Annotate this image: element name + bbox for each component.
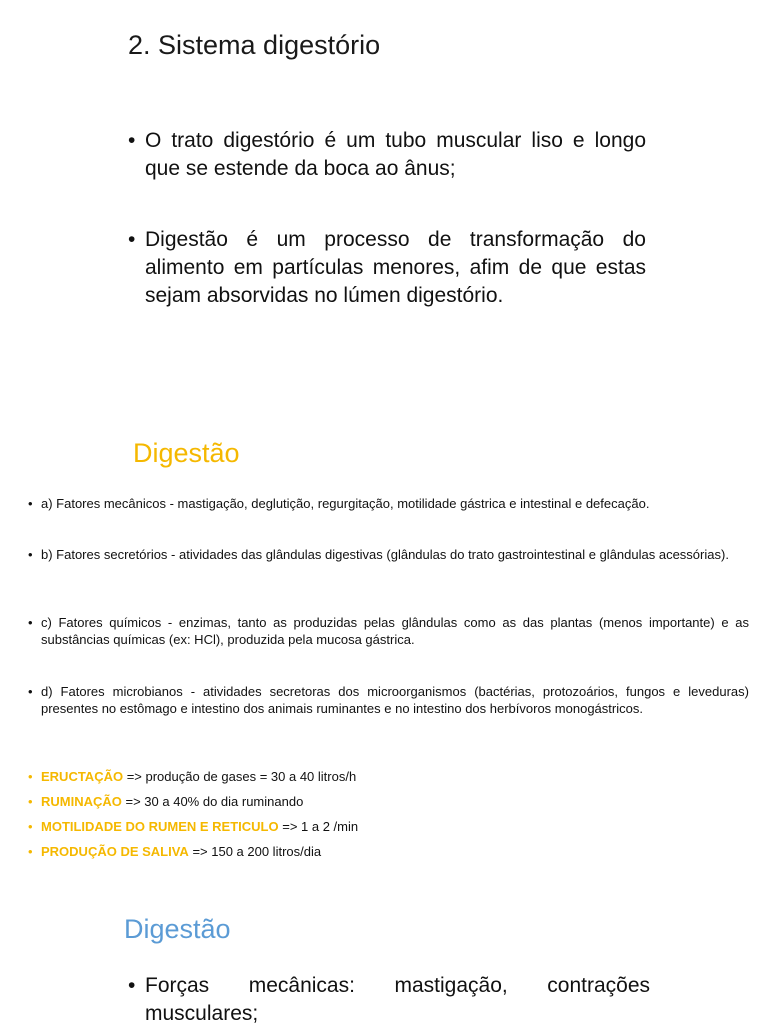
bullet-dot-icon: • bbox=[28, 769, 33, 784]
bullet-item bbox=[28, 495, 749, 512]
fact-row bbox=[28, 793, 303, 810]
bullet-text: c) Fatores químicos - enzimas, tanto as produzidas pelas glândulas como as das plantas (menos importante) e as substâncias químicas (ex: HCl), produzida pela mucosa gástrica. bbox=[41, 615, 749, 647]
bullet-text: O trato digestório é um tubo muscular liso e longo que se estende da boca ao ânus; bbox=[145, 129, 646, 180]
slide-digestao-forcas bbox=[0, 890, 768, 1024]
bullet-text: d) Fatores microbianos - atividades secretoras dos microorganismos (bactérias, protozoários, fungos e leveduras) presentes no estômago e intestino dos animais ruminantes e no intestino dos herbívoros monogástricos. bbox=[41, 684, 749, 716]
bullet-item bbox=[28, 683, 749, 717]
bullet-dot-icon: • bbox=[28, 684, 33, 699]
bullet-item bbox=[28, 614, 749, 648]
fact-key: ERUCTAÇÃO bbox=[41, 769, 124, 784]
bullet-text: b) Fatores secretórios - atividades das glândulas digestivas (glândulas do trato gastrointestinal e glândulas acessórias). bbox=[41, 547, 729, 562]
slide-title: Digestão bbox=[124, 914, 231, 944]
slide-sistema-digestorio bbox=[0, 0, 768, 400]
fact-row bbox=[28, 818, 358, 835]
bullet-item bbox=[128, 226, 646, 310]
fact-value: => 1 a 2 /min bbox=[278, 819, 359, 834]
bullet-dot-icon: • bbox=[128, 129, 136, 152]
bullet-dot-icon: • bbox=[28, 547, 33, 562]
slide-digestao-fatores bbox=[0, 420, 768, 880]
bullet-dot-icon: • bbox=[28, 615, 33, 630]
fact-key: PRODUÇÃO DE SALIVA bbox=[41, 844, 189, 859]
bullet-item bbox=[128, 127, 646, 183]
bullet-dot-icon: • bbox=[128, 228, 136, 251]
bullet-item bbox=[128, 972, 650, 1028]
fact-value: => 30 a 40% do dia ruminando bbox=[121, 794, 304, 809]
slide-title: 2. Sistema digestório bbox=[128, 30, 381, 60]
bullet-dot-icon: • bbox=[28, 496, 33, 511]
bullet-dot-icon: • bbox=[28, 794, 33, 809]
bullet-dot-icon: • bbox=[28, 844, 33, 859]
fact-key: MOTILIDADE DO RUMEN E RETICULO bbox=[41, 819, 279, 834]
fact-key: RUMINAÇÃO bbox=[41, 794, 122, 809]
bullet-text: Digestão é um processo de transformação do alimento em partículas menores, afim de que estas sejam absorvidas no lúmen digestório. bbox=[145, 228, 646, 307]
bullet-text: Forças mecânicas: mastigação, contrações musculares; bbox=[145, 974, 650, 1025]
fact-row bbox=[28, 768, 356, 785]
fact-value: => 150 a 200 litros/dia bbox=[188, 844, 322, 859]
bullet-dot-icon: • bbox=[28, 819, 33, 834]
bullet-dot-icon: • bbox=[128, 974, 136, 997]
bullet-item bbox=[28, 546, 749, 563]
fact-row bbox=[28, 843, 321, 860]
slide-title: Digestão bbox=[133, 438, 240, 468]
bullet-text: a) Fatores mecânicos - mastigação, deglutição, regurgitação, motilidade gástrica e intestinal e defecação. bbox=[41, 496, 650, 511]
fact-value: => produção de gases = 30 a 40 litros/h bbox=[123, 769, 357, 784]
